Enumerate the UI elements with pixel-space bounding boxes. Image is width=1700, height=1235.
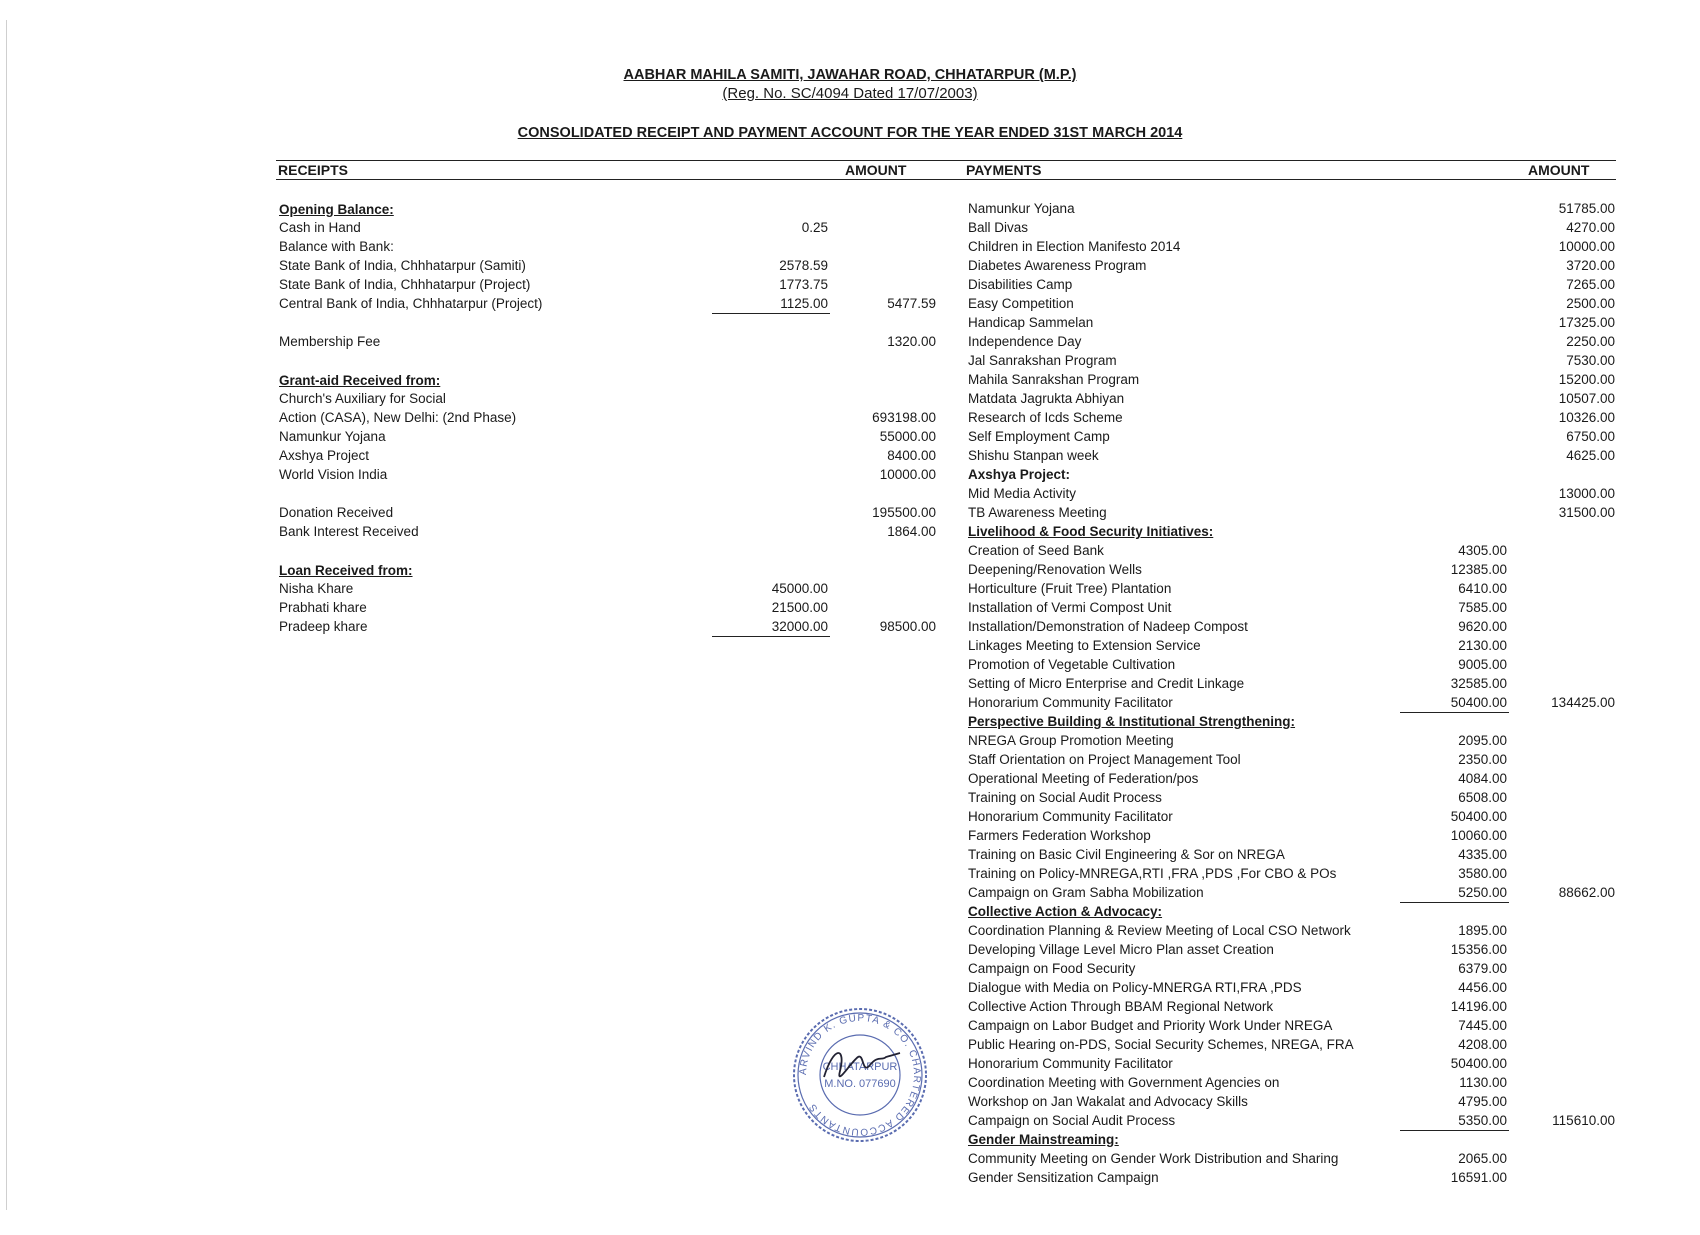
payments-line-label: Horticulture (Fruit Tree) Plantation xyxy=(968,581,1172,596)
payments-total-amount: 10507.00 xyxy=(1558,391,1615,406)
payments-sub-amount: 10060.00 xyxy=(1450,828,1507,843)
payments-amount-header: AMOUNT xyxy=(1528,162,1590,178)
payments-line-label: Research of Icds Scheme xyxy=(968,410,1123,425)
payments-line-label: Linkages Meeting to Extension Service xyxy=(968,638,1201,653)
payments-total-amount: 6750.00 xyxy=(1566,429,1615,444)
payments-line-label: Installation/Demonstration of Nadeep Compost xyxy=(968,619,1248,634)
payments-sub-amount: 32585.00 xyxy=(1450,676,1507,691)
payments-sub-amount: 2130.00 xyxy=(1458,638,1507,653)
payments-line-label: TB Awareness Meeting xyxy=(968,505,1107,520)
receipts-line-label: State Bank of India, Chhhatarpur (Samiti) xyxy=(279,258,526,273)
payments-subtotal-rule xyxy=(1400,712,1509,713)
payments-line-label: Perspective Building & Institutional Strengthening: xyxy=(968,714,1296,729)
payments-line-label: Farmers Federation Workshop xyxy=(968,828,1151,843)
receipts-total-amount: 8400.00 xyxy=(887,448,936,463)
receipts-line-label: Action (CASA), New Delhi: (2nd Phase) xyxy=(279,410,517,425)
receipts-header: RECEIPTS xyxy=(278,162,349,178)
payments-line-label: Training on Policy-MNREGA,RTI ,FRA ,PDS ,For CBO & POs xyxy=(968,866,1337,881)
payments-line-label: Honorarium Community Facilitator xyxy=(968,1056,1173,1071)
payments-total-amount: 7530.00 xyxy=(1566,353,1615,368)
payments-total-amount: 134425.00 xyxy=(1551,695,1615,710)
receipts-line-label: Namunkur Yojana xyxy=(279,429,386,444)
payments-line-label: Campaign on Social Audit Process xyxy=(968,1113,1176,1128)
payments-line-label: Creation of Seed Bank xyxy=(968,543,1104,558)
receipts-sub-amount: 45000.00 xyxy=(771,581,828,596)
payments-line-label: NREGA Group Promotion Meeting xyxy=(968,733,1174,748)
payments-line-label: Children in Election Manifesto 2014 xyxy=(968,239,1181,254)
payments-sub-amount: 14196.00 xyxy=(1450,999,1507,1014)
payments-line-label: Honorarium Community Facilitator xyxy=(968,695,1173,710)
payments-sub-amount: 50400.00 xyxy=(1450,695,1507,710)
receipts-total-amount: 55000.00 xyxy=(879,429,936,444)
payments-sub-amount: 5250.00 xyxy=(1458,885,1507,900)
payments-subtotal-rule xyxy=(1400,1130,1509,1131)
payments-total-amount: 4270.00 xyxy=(1566,220,1615,235)
receipts-total-amount: 1320.00 xyxy=(887,334,936,349)
receipts-line-label: Cash in Hand xyxy=(279,220,361,235)
receipts-line-label: Grant-aid Received from: xyxy=(279,373,441,388)
payments-sub-amount: 1130.00 xyxy=(1459,1075,1507,1090)
receipts-total-amount: 98500.00 xyxy=(879,619,936,634)
receipts-line-label: Church's Auxiliary for Social xyxy=(279,391,446,406)
receipts-sub-amount: 1773.75 xyxy=(779,277,828,292)
receipts-total-amount: 693198.00 xyxy=(872,410,936,425)
payments-total-amount: 3720.00 xyxy=(1566,258,1615,273)
svg-text:ARVIND K. GUPTA & CO. CHARTERE xyxy=(798,1013,922,1137)
receipts-total-amount: 10000.00 xyxy=(879,467,936,482)
payments-total-amount: 51785.00 xyxy=(1558,201,1615,216)
payments-sub-amount: 7585.00 xyxy=(1458,600,1507,615)
payments-total-amount: 15200.00 xyxy=(1558,372,1615,387)
payments-sub-amount: 5350.00 xyxy=(1458,1113,1507,1128)
receipts-line-label: Axshya Project xyxy=(279,448,370,463)
stamp-membership: M.NO. 077690 xyxy=(824,1078,896,1090)
payments-total-amount: 31500.00 xyxy=(1558,505,1615,520)
receipts-subtotal-rule xyxy=(712,636,830,637)
payments-sub-amount: 7445.00 xyxy=(1458,1018,1507,1033)
receipts-line-label: Membership Fee xyxy=(279,334,381,349)
stamp-city: CHHATARPUR xyxy=(822,1061,898,1073)
payments-header: PAYMENTS xyxy=(966,162,1042,178)
payments-sub-amount: 3580.00 xyxy=(1458,866,1507,881)
payments-line-label: Collective Action & Advocacy: xyxy=(968,904,1163,919)
payments-total-amount: 10326.00 xyxy=(1558,410,1615,425)
receipts-sub-amount: 21500.00 xyxy=(771,600,828,615)
payments-sub-amount: 4084.00 xyxy=(1458,771,1507,786)
receipts-line-label: Prabhati khare xyxy=(279,600,367,615)
receipts-amount-header: AMOUNT xyxy=(845,162,907,178)
receipts-sub-amount: 32000.00 xyxy=(771,619,828,634)
payments-total-amount: 13000.00 xyxy=(1558,486,1615,501)
payments-line-label: Collective Action Through BBAM Regional Network xyxy=(968,999,1274,1014)
payments-sub-amount: 16591.00 xyxy=(1450,1170,1507,1185)
statement-title: CONSOLIDATED RECEIPT AND PAYMENT ACCOUNT FOR THE YEAR ENDED 31ST MARCH 2014 xyxy=(517,125,1183,141)
payments-sub-amount: 4335.00 xyxy=(1458,847,1507,862)
receipts-line-label: Pradeep khare xyxy=(279,619,368,634)
payments-sub-amount: 4456.00 xyxy=(1458,980,1507,995)
payments-sub-amount: 2095.00 xyxy=(1458,733,1507,748)
payments-line-label: Mid Media Activity xyxy=(968,486,1077,501)
receipts-line-label: Loan Received from: xyxy=(279,563,413,578)
payments-line-label: Training on Social Audit Process xyxy=(968,790,1162,805)
receipts-line-label: Nisha Khare xyxy=(279,581,354,596)
payments-line-label: Training on Basic Civil Engineering & Sor on NREGA xyxy=(968,847,1285,862)
payments-line-label: Setting of Micro Enterprise and Credit Linkage xyxy=(968,676,1245,691)
payments-sub-amount: 2350.00 xyxy=(1458,752,1507,767)
receipts-total-amount: 1864.00 xyxy=(887,524,936,539)
payments-line-label: Gender Mainstreaming: xyxy=(968,1132,1119,1147)
receipts-line-label: Bank Interest Received xyxy=(279,524,419,539)
payments-line-label: Jal Sanrakshan Program xyxy=(968,353,1117,368)
payments-line-label: Installation of Vermi Compost Unit xyxy=(968,600,1172,615)
payments-line-label: Developing Village Level Micro Plan asset Creation xyxy=(968,942,1274,957)
payments-line-label: Mahila Sanrakshan Program xyxy=(968,372,1140,387)
receipts-subtotal-rule xyxy=(712,313,830,314)
payments-sub-amount: 9620.00 xyxy=(1458,619,1507,634)
payments-sub-amount: 6379.00 xyxy=(1458,961,1507,976)
payments-line-label: Dialogue with Media on Policy-MNERGA RTI,FRA ,PDS xyxy=(968,980,1302,995)
receipts-line-label: State Bank of India, Chhhatarpur (Project) xyxy=(279,277,531,292)
payments-total-amount: 10000.00 xyxy=(1558,239,1615,254)
payments-sub-amount: 6410.00 xyxy=(1458,581,1507,596)
payments-line-label: Ball Divas xyxy=(968,220,1029,235)
receipts-sub-amount: 1125.00 xyxy=(780,296,828,311)
payments-line-label: Campaign on Food Security xyxy=(968,961,1136,976)
payments-line-label: Honorarium Community Facilitator xyxy=(968,809,1173,824)
payments-subtotal-rule xyxy=(1400,902,1509,903)
payments-sub-amount: 12385.00 xyxy=(1450,562,1507,577)
table-header-rule xyxy=(276,179,1616,180)
payments-total-amount: 17325.00 xyxy=(1558,315,1615,330)
payments-total-amount: 4625.00 xyxy=(1566,448,1615,463)
payments-line-label: Deepening/Renovation Wells xyxy=(968,562,1142,577)
payments-line-label: Campaign on Gram Sabha Mobilization xyxy=(968,885,1204,900)
receipts-line-label: Opening Balance: xyxy=(279,202,394,217)
receipts-line-label: Balance with Bank: xyxy=(279,239,394,254)
receipts-line-label: Central Bank of India, Chhhatarpur (Project) xyxy=(279,296,543,311)
payments-line-label: Operational Meeting of Federation/pos xyxy=(968,771,1199,786)
payments-total-amount: 115610.00 xyxy=(1552,1113,1615,1128)
payments-line-label: Coordination Planning & Review Meeting of Local CSO Network xyxy=(968,923,1351,938)
payments-line-label: Disabilities Camp xyxy=(968,277,1073,292)
table-top-rule xyxy=(276,160,1616,161)
registration-number: (Reg. No. SC/4094 Dated 17/07/2003) xyxy=(722,85,978,102)
payments-total-amount: 2250.00 xyxy=(1566,334,1615,349)
receipts-line-label: World Vision India xyxy=(279,467,388,482)
payments-line-label: Coordination Meeting with Government Agencies on xyxy=(968,1075,1280,1090)
payments-line-label: Self Employment Camp xyxy=(968,429,1110,444)
payments-line-label: Campaign on Labor Budget and Priority Work Under NREGA xyxy=(968,1018,1333,1033)
payments-sub-amount: 9005.00 xyxy=(1458,657,1507,672)
payments-line-label: Axshya Project: xyxy=(968,467,1071,482)
payments-total-amount: 88662.00 xyxy=(1558,885,1615,900)
auditor-stamp xyxy=(790,1005,930,1145)
payments-line-label: Handicap Sammelan xyxy=(968,315,1094,330)
payments-line-label: Shishu Stanpan week xyxy=(968,448,1099,463)
payments-line-label: Promotion of Vegetable Cultivation xyxy=(968,657,1176,672)
receipts-sub-amount: 2578.59 xyxy=(779,258,828,273)
payments-line-label: Staff Orientation on Project Management Tool xyxy=(968,752,1241,767)
payments-line-label: Public Hearing on-PDS, Social Security Schemes, NREGA, FRA xyxy=(968,1037,1354,1052)
payments-line-label: Workshop on Jan Wakalat and Advocacy Skills xyxy=(968,1094,1248,1109)
payments-line-label: Matdata Jagrukta Abhiyan xyxy=(968,391,1125,406)
payments-line-label: Livelihood & Food Security Initiatives: xyxy=(968,524,1214,539)
payments-total-amount: 2500.00 xyxy=(1566,296,1615,311)
payments-sub-amount: 2065.00 xyxy=(1458,1151,1507,1166)
payments-total-amount: 7265.00 xyxy=(1566,277,1615,292)
receipts-total-amount: 195500.00 xyxy=(872,505,936,520)
stamp-ring-text: ARVIND K. GUPTA & CO. CHARTERED ACCOUNTANTS xyxy=(797,1012,923,1138)
payments-sub-amount: 15356.00 xyxy=(1450,942,1507,957)
payments-line-label: Independence Day xyxy=(968,334,1082,349)
payments-sub-amount: 50400.00 xyxy=(1450,809,1507,824)
receipts-line-label: Donation Received xyxy=(279,505,394,520)
payments-sub-amount: 4795.00 xyxy=(1458,1094,1507,1109)
payments-sub-amount: 6508.00 xyxy=(1458,790,1507,805)
payments-sub-amount: 4305.00 xyxy=(1458,543,1507,558)
payments-line-label: Diabetes Awareness Program xyxy=(968,258,1147,273)
payments-sub-amount: 1895.00 xyxy=(1458,923,1507,938)
org-name: AABHAR MAHILA SAMITI, JAWAHAR ROAD, CHHATARPUR (M.P.) xyxy=(623,67,1077,83)
payments-line-label: Easy Competition xyxy=(968,296,1074,311)
payments-sub-amount: 4208.00 xyxy=(1458,1037,1507,1052)
receipts-sub-amount: 0.25 xyxy=(801,220,828,235)
payments-line-label: Gender Sensitization Campaign xyxy=(968,1170,1159,1185)
payments-line-label: Namunkur Yojana xyxy=(968,201,1075,216)
payments-line-label: Community Meeting on Gender Work Distribution and Sharing xyxy=(968,1151,1339,1166)
receipts-total-amount: 5477.59 xyxy=(887,296,936,311)
payments-sub-amount: 50400.00 xyxy=(1450,1056,1507,1071)
page-edge xyxy=(6,20,7,1210)
